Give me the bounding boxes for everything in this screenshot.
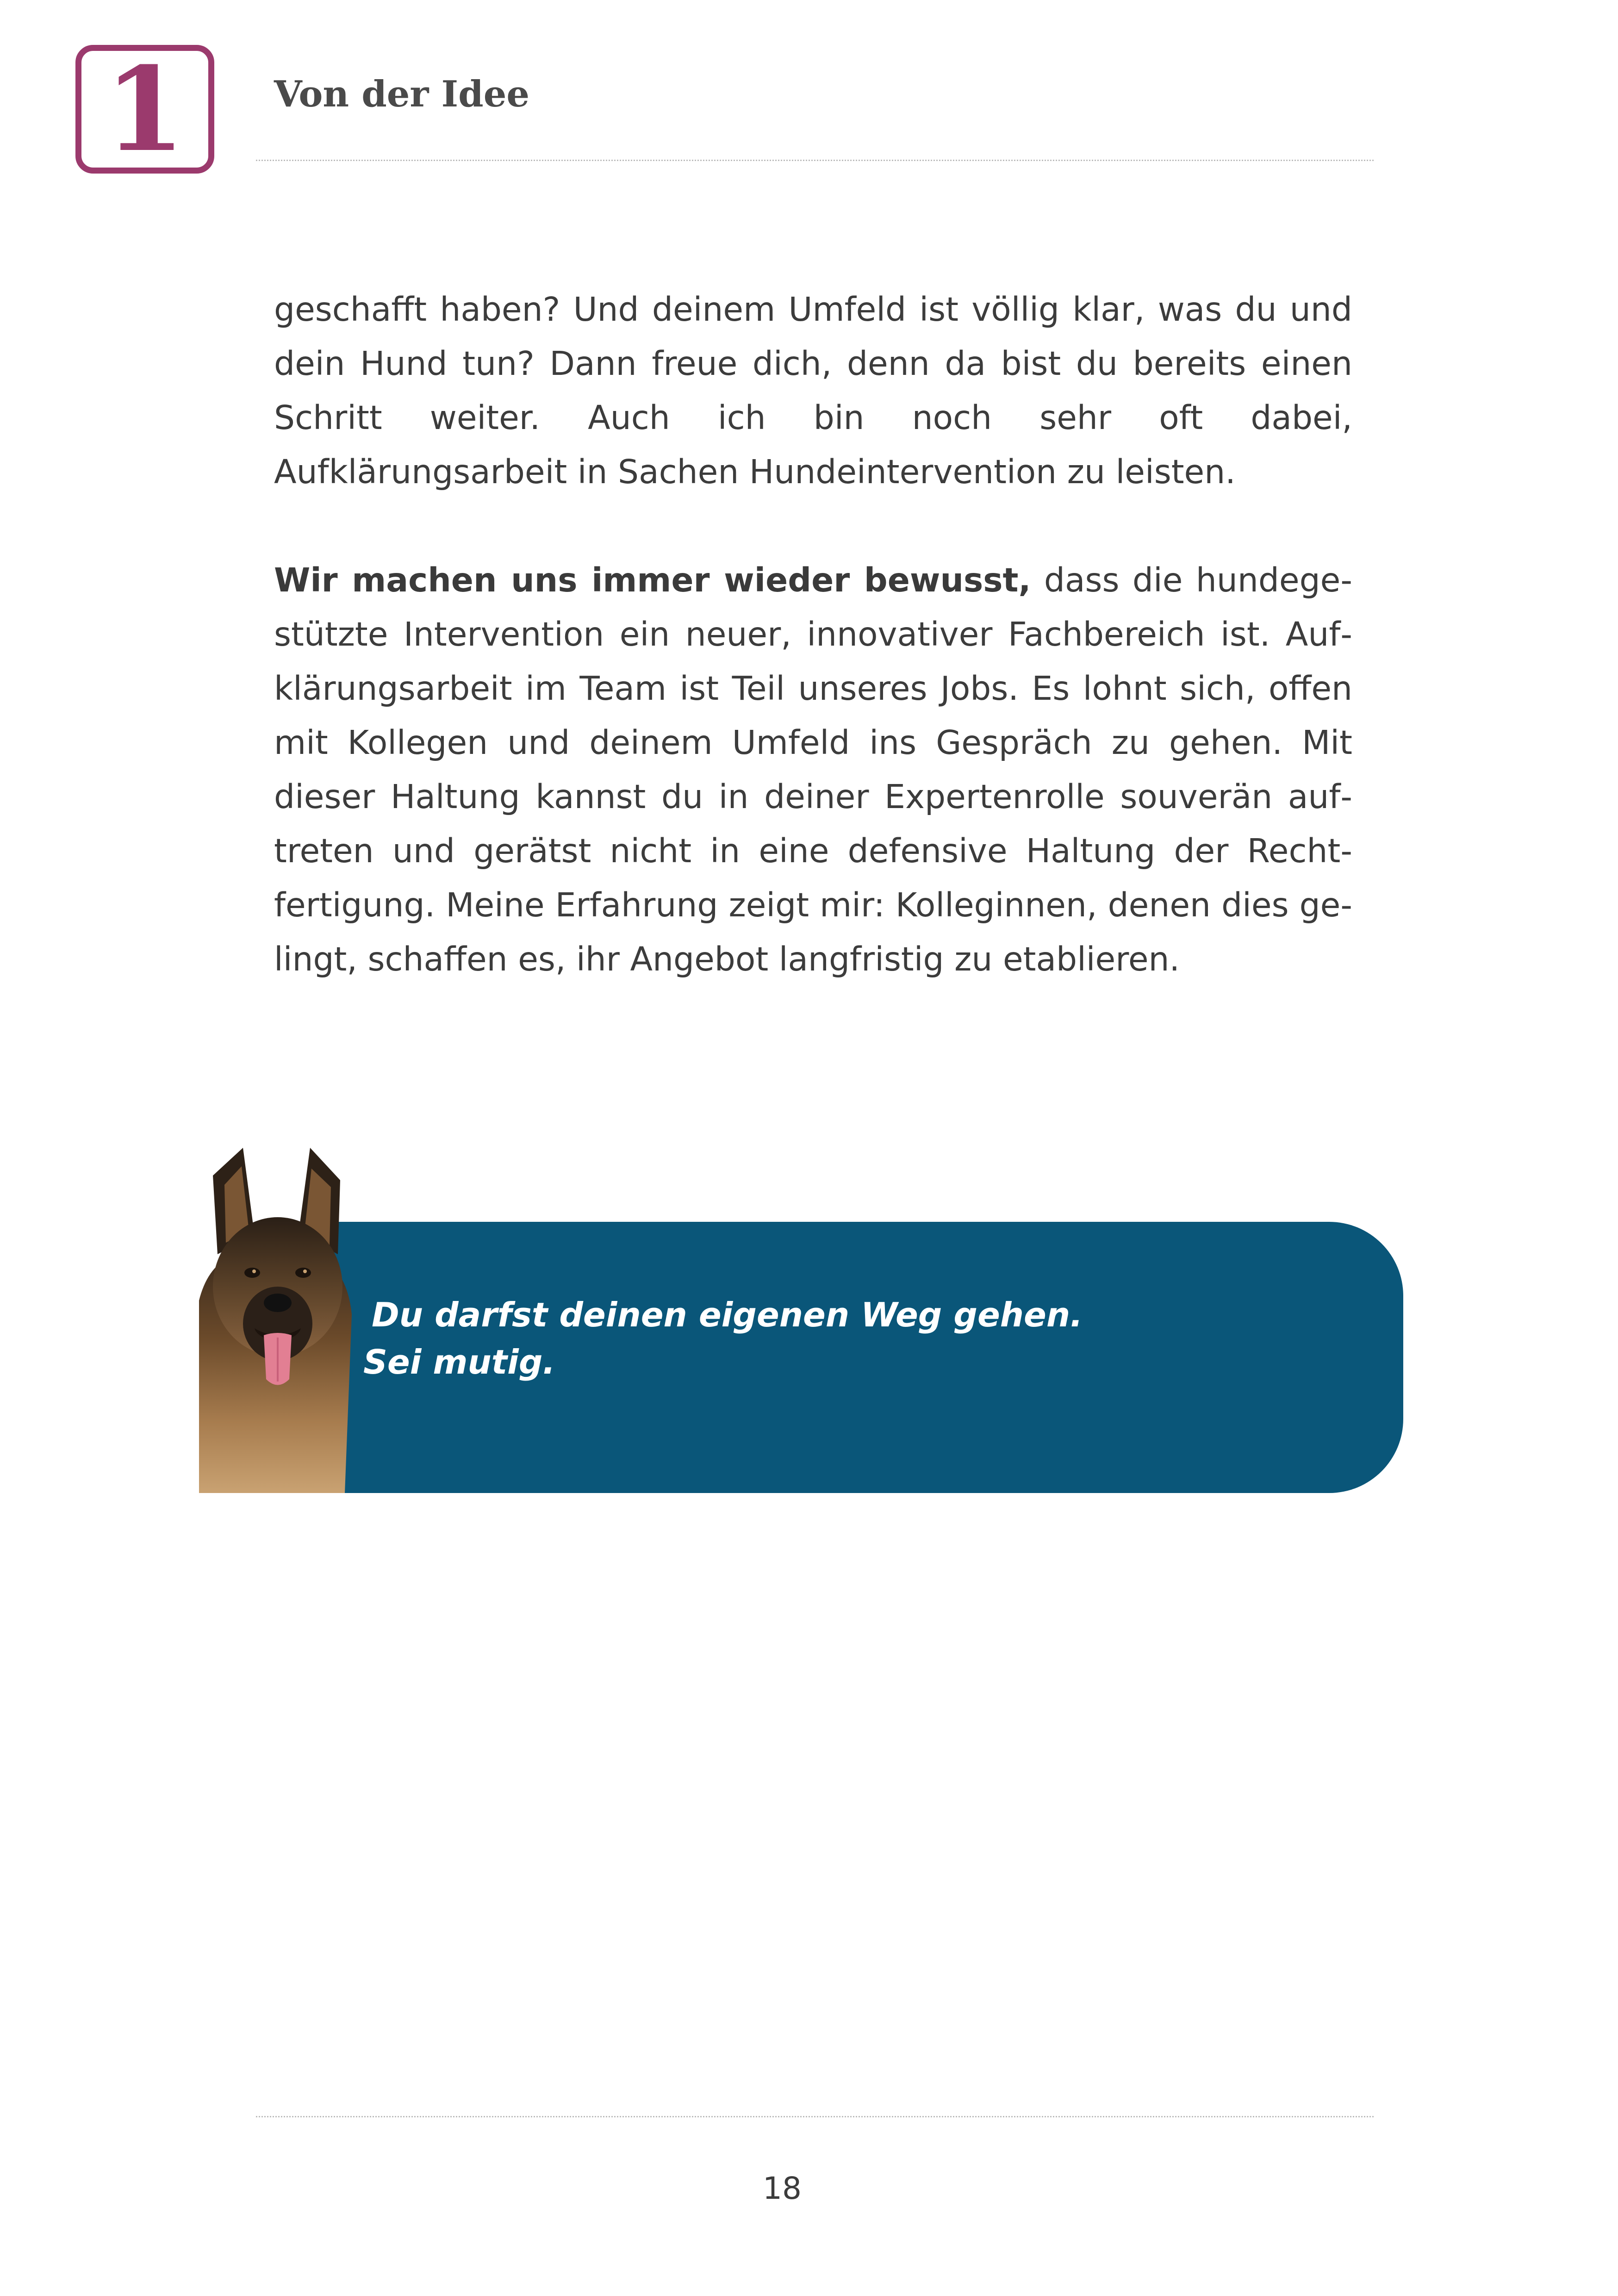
paragraph: [274, 553, 1352, 986]
page-number: 18: [763, 2171, 802, 2206]
chapter-number: 1: [105, 41, 185, 177]
header-divider: [256, 160, 1374, 161]
paragraph-text: dass die hundegestützte Intervention ein neuer, innovativer Fachbereich ist. Aufklärungsarbeit im Team ist Teil unseres Jobs. Es lohnt sich, offen mit Kollegen und deinem Umfeld ins Gespräch zu gehen. Mit dieser Haltung kannst du in deiner Expertenrolle souverän auftreten und gerätst nicht in eine defensive Haltung der Rechtfertigung. Meine Erfahrung zeigt mir: Kolleginnen, denen dies gelingt, schaffen es, ihr Angebot langfristig zu etablieren.: [274, 561, 1352, 978]
callout-line: Du darfst deinen eigenen Weg gehen.: [372, 1295, 1083, 1334]
paragraph-lead: Wir machen uns immer wieder bewusst,: [274, 561, 1031, 599]
callout-line: Sei mutig.: [363, 1343, 555, 1381]
footer-divider: [256, 2116, 1374, 2117]
paragraph-text: geschafft haben? Und deinem Umfeld ist völlig klar, was du und dein Hund tun? Dann freue dich, denn da bist du bereits einen Schritt weiter. Auch ich bin noch sehr oft dabei, Aufklärungsarbeit in Sachen Hundeintervention zu leisten.: [274, 290, 1352, 491]
chapter-title: Von der Idee: [274, 73, 529, 115]
paragraph: [274, 282, 1352, 499]
body-text: [274, 282, 1352, 1040]
chapter-number-badge: [75, 41, 214, 177]
callout-text: [363, 1291, 1083, 1386]
dog-portrait-icon: [199, 1148, 352, 1493]
